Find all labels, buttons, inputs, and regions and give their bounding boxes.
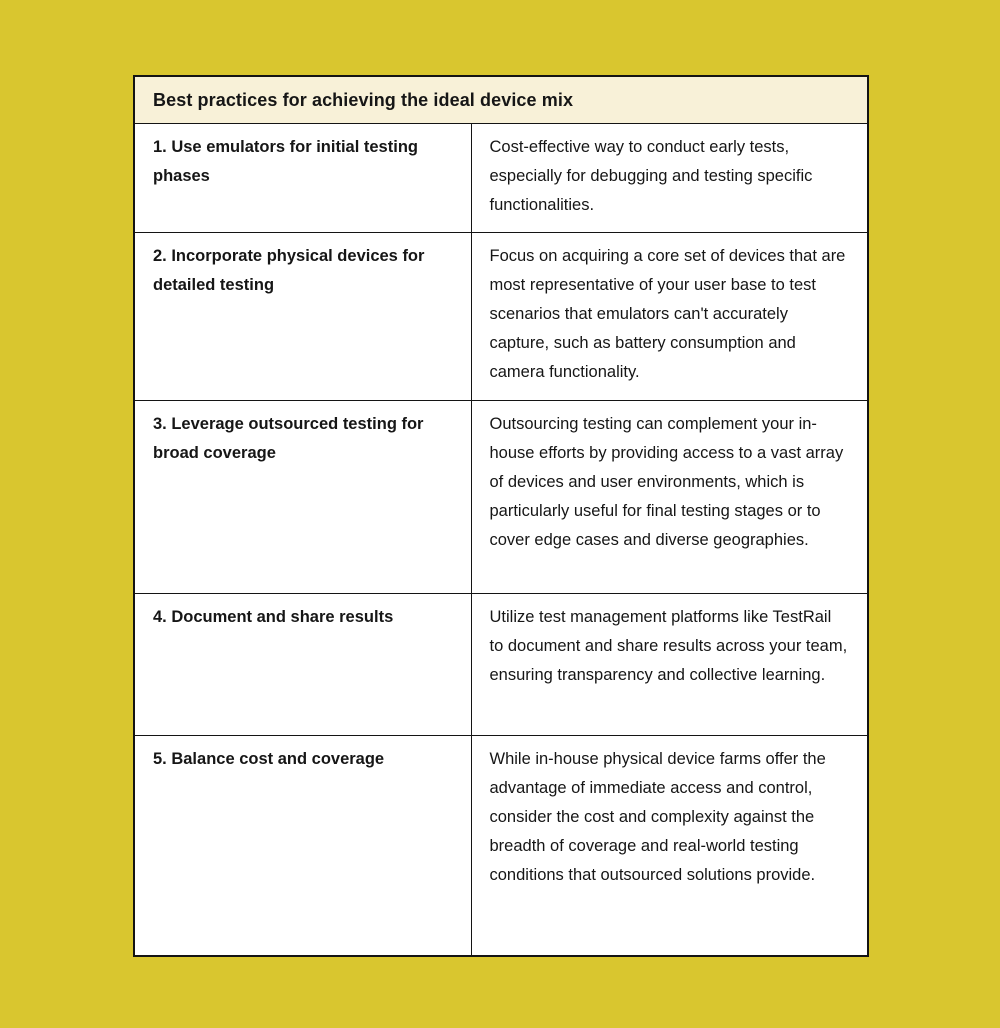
description-cell: Cost-effective way to conduct early tests, especially for debugging and testing specific functionalities.	[471, 124, 868, 233]
description-cell: While in-house physical device farms offer the advantage of immediate access and control, consider the cost and complexity against the breadth of coverage and real-world testing conditions that outsourced solutions provide.	[471, 736, 868, 956]
table-row	[134, 233, 868, 401]
practice-cell: 2. Incorporate physical devices for detailed testing	[134, 233, 471, 401]
table-row	[134, 736, 868, 956]
practice-cell: 1. Use emulators for initial testing phases	[134, 124, 471, 233]
table-row	[134, 401, 868, 594]
best-practices-table	[133, 75, 869, 957]
description-cell: Utilize test management platforms like TestRail to document and share results across your team, ensuring transparency and collective learning.	[471, 594, 868, 736]
table-row	[134, 124, 868, 233]
description-cell: Focus on acquiring a core set of devices that are most representative of your user base to test scenarios that emulators can't accurately capture, such as battery consumption and camera functionality.	[471, 233, 868, 401]
practice-cell: 5. Balance cost and coverage	[134, 736, 471, 956]
table-header-row	[134, 76, 868, 124]
practice-cell: 4. Document and share results	[134, 594, 471, 736]
practice-cell: 3. Leverage outsourced testing for broad coverage	[134, 401, 471, 594]
table-title: Best practices for achieving the ideal device mix	[134, 76, 868, 124]
table-row	[134, 594, 868, 736]
description-cell: Outsourcing testing can complement your in-house efforts by providing access to a vast array of devices and user environments, which is particularly useful for final testing stages or to cover edge cases and diverse geographies.	[471, 401, 868, 594]
